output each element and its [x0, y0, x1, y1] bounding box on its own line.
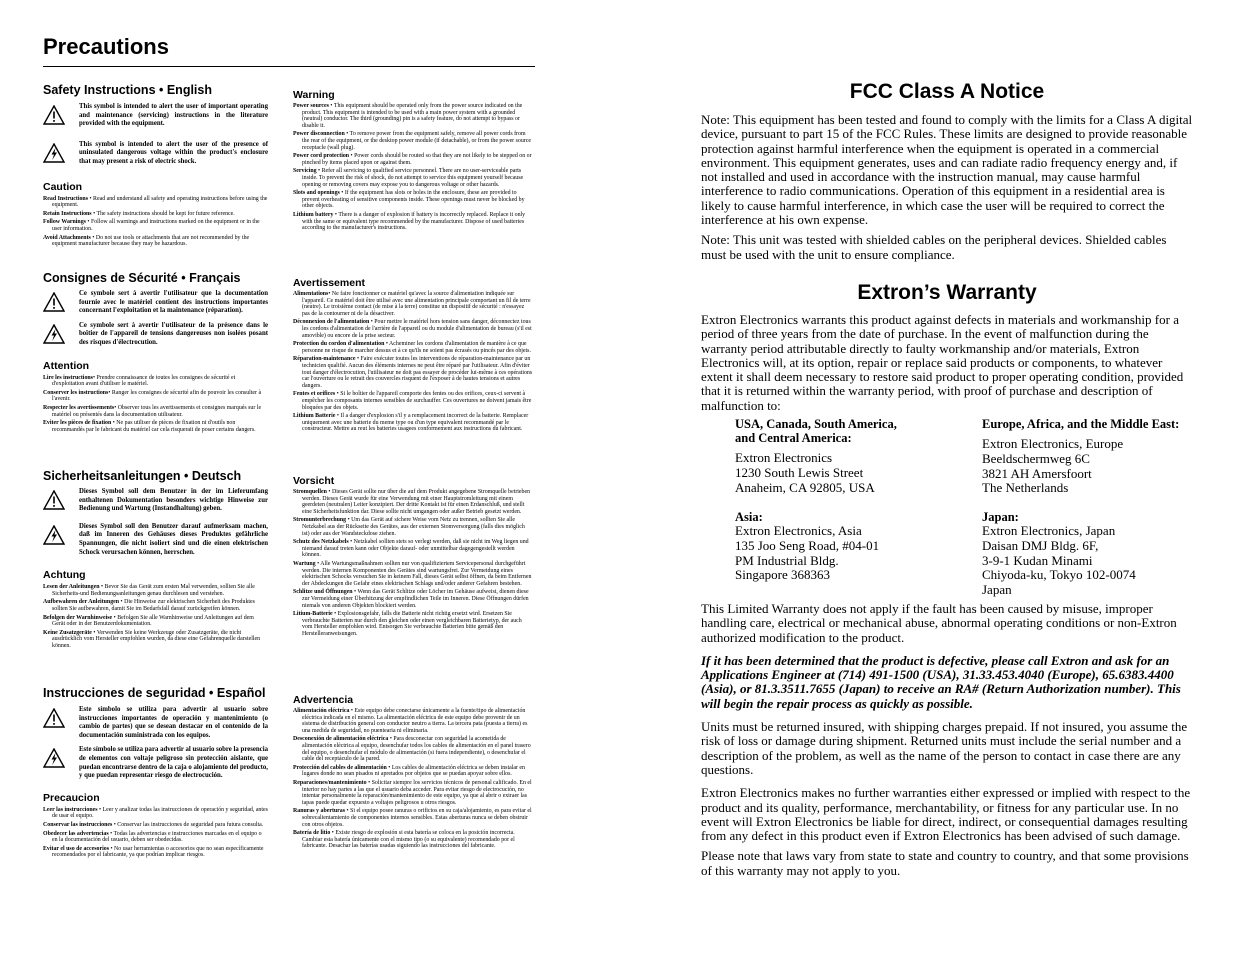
- heading-vorsicht: Vorsicht: [293, 475, 335, 487]
- caution-list: [43, 196, 268, 248]
- heading-deutsch: Sicherheitsanleitungen • Deutsch: [43, 469, 242, 483]
- fcc-title: FCC Class A Notice: [849, 80, 1045, 103]
- address-line: Extron Electronics, Japan: [982, 523, 1116, 538]
- list-item: Keine Zusatzgeräte • Verwenden Sie keine Werkzeuge oder Zusatzgeräte, die nicht ausdrücklich vom Hersteller empfohlen wurden, da diese eine Gefahrenquelle darstellen können.: [43, 629, 261, 649]
- section-warning: [293, 89, 533, 234]
- symbol-text: Ce symbole sert à avertir l'utilisateur de la présence dans le boîtier de l'appareil de tensions dangereuses non isolées posant des risques d'électrocution.: [79, 321, 268, 346]
- warranty-paragraph: Please note that laws vary from state to state and country to country, and that some provisions of this warranty may not apply to you.: [701, 848, 1189, 878]
- list-item: Lithium battery • There is a danger of explosion if battery is incorrectly replaced. Replace it only with the same or equivalent type recommended by the manufacturer. Dispose of used batteries according to the manufacturer's instructions.: [293, 211, 526, 232]
- list-item: Aufbewahren der Anleitungen • Die Hinweise zur elektrischen Sicherheit des Produktes sollten Sie aufbewahren, damit Sie im Bedarfsfall darauf zurückgreifen können.: [43, 599, 255, 612]
- address-europe: [982, 417, 1179, 496]
- address-label: Asia:: [735, 510, 763, 524]
- lightning-triangle-icon: [43, 525, 65, 545]
- section-deutsch: [43, 469, 268, 652]
- list-item: Follow Warnings • Follow all warnings and instructions marked on the equipment or in the user information.: [43, 219, 260, 232]
- list-item: Desconexión de alimentación eléctrica • Para desconectar con seguridad la acometida de alimentación eléctrica al equipo, desenchufar todos los cables de alimentación en el panel trasero del equipo, o desenchufar el módulo de alimentación (si fuera independiente), o desenchufar el cable del receptáculo de la pared.: [293, 736, 531, 763]
- list-item: Litium-Batterie • Explosionsgefahr, falls die Batterie nicht richtig ersetzt wird. Ersetzen Sie verbrauchte Batterien nur durch den gleichen oder einen vergleichbaren Batterietyp, der auch vom Hersteller empfohlen wird. Entsorgen Sie verbrauchte Batterien bitte gemäß den Herstelleranweisungen.: [293, 611, 522, 637]
- warning-list: [293, 103, 533, 232]
- warranty-intro: [701, 313, 1193, 413]
- section-espanol: [43, 686, 268, 861]
- avertissement-list: [293, 291, 533, 433]
- address-line: Extron Electronics, Europe: [982, 436, 1124, 451]
- list-item: Schutz des Netzkabels • Netzkabel sollten stets so verlegt werden, daß sie nicht im Weg liegen und niemand darauf treten kann oder Objekte darauf- oder unmittelbar dagegengestellt werden können.: [293, 539, 529, 559]
- fcc-body: [701, 113, 1193, 262]
- warning-triangle-icon: [43, 105, 65, 125]
- symbol-text: Ce symbole sert à avertir l'utilisateur que la documentation fournie avec le matériel contient des instructions importantes concernant l'exploitation et la maintenance (réparation).: [79, 290, 268, 315]
- list-item: Stromquellen • Dieses Gerät sollte nur über die auf dem Produkt angegebene Stromquelle betrieben werden. Dieses Gerät wurde für eine Verwendung mit einer Hauptstromleitung mit einem geerdeten (neutralen) Leiter konzipiert. Der dritte Kontakt ist für einen Erdanschluß, und stellt eine Sicherheitsfunktion dar. Diese sollte nicht umgangen oder außer Betrieb gesetzt werden.: [293, 489, 531, 515]
- precaucion-list: [43, 807, 268, 859]
- address-line: Extron Electronics, Asia: [735, 523, 862, 538]
- advertencia-list: [293, 708, 533, 850]
- address-usa: [735, 417, 897, 495]
- section-advertencia: [293, 694, 533, 852]
- list-item: Evitar el uso de accesorios • No usar herramientas o accesorios que no sean específicamente recomendados por el fabricante, ya que podrían implicar riesgos.: [43, 845, 264, 859]
- section-english: [43, 83, 268, 250]
- heading-caution: Caution: [43, 180, 83, 193]
- address-line: Extron Electronics: [735, 450, 833, 465]
- list-item: Retain Instructions • The safety instructions should be kept for future reference.: [43, 210, 235, 217]
- heading-espanol: Instrucciones de seguridad • Español: [43, 686, 266, 700]
- address-line: 135 Joo Seng Road, #04-01: [735, 537, 880, 553]
- heading-advertencia: Advertencia: [293, 694, 354, 706]
- list-item: Power cord protection • Power cords should be routed so that they are not likely to be stepped on or pinched by items placed upon or against them.: [293, 153, 532, 166]
- list-item: Lesen der Anleitungen • Bevor Sie das Gerät zum ersten Mal verwenden, sollten Sie alle Sicherheits-und Bedienungsanleitungen genau durchlesen und verstehen.: [43, 584, 255, 597]
- symbol-text: This symbol is intended to alert the user of important operating and maintenance (servicing) instructions in the literature provided with the equipment.: [79, 103, 268, 128]
- section-vorsicht: [293, 475, 533, 639]
- lightning-triangle-icon: [43, 324, 65, 344]
- list-item: Protection du cordon d'alimentation • Acheminer les cordons d'alimentation de manière à ce que personne ne risque de marcher dessus et à ce qu'ils ne soient pas écrasés ou pincés par des objets.: [293, 341, 531, 354]
- list-item: Conservar las instrucciones • Conservar las instrucciones de seguridad para futura consulta.: [43, 821, 264, 828]
- heading-francais: Consignes de Sécurité • Français: [43, 271, 241, 285]
- address-line: 3-9-1 Kudan Minami: [982, 552, 1093, 568]
- address-line: Daisan DMJ Bldg. 6F,: [982, 537, 1099, 553]
- address-line: Beeldschermweg 6C: [982, 450, 1090, 466]
- heading-attention: Attention: [43, 359, 90, 372]
- symbol-row: [43, 141, 268, 167]
- symbol-row: [43, 322, 268, 348]
- list-item: Wartung • Alle Wartungsmaßnahmen sollten nur von qualifiziertem Servicepersonal durchgeführt werden. Die internen Komponenten des Gerätes sind wartungsfrei. Zur Vermeidung eines elektrischen Schocks versuchen Sie in keinem Fall, dieses Gerät selbst öffnen, da beim Entfernen der Abdeckungen die Gefahr eines elektrischen Schlags und/oder anderer Gefahren bestehen.: [293, 560, 532, 587]
- list-item: Alimentación eléctrica • Este equipo debe conectarse únicamente a la fuente/tipo de alimentación eléctrica indicada en el mismo. La alimentación eléctrica de este equipo debe provenir de un sistema de distribución general con conductor neutro a tierra. La tercera pata (puesta a tierra) es una medida de seguridad, no puentearia ni eliminaria.: [293, 708, 528, 734]
- vorsicht-list: [293, 489, 533, 637]
- symbol-row: [43, 488, 268, 514]
- warning-triangle-icon: [43, 292, 65, 312]
- list-item: Lithium Batterie • Il a danger d'explosion s'il y a remplacement incorrect de la batterie. Remplacer uniquement avec une batterie du meme type ou d'un type equivalent recommandé par le constructeur. Mettre au reut les batteries usagees conformement aux instructions du fabricant.: [293, 413, 529, 433]
- attention-list: [43, 375, 268, 434]
- address-label: USA, Canada, South America,: [735, 417, 897, 431]
- address-line: Singapore 368363: [735, 567, 830, 583]
- symbol-text: Este símbolo se utiliza para advertir al usuario sobre instrucciones importantes de operación y mantenimiento (o cambio de partes) que se desean destacar en el contenido de la documentación suministrada con los equipos.: [79, 706, 268, 739]
- list-item: Read Instructions • Read and understand all safety and operating instructions before using the equipment.: [43, 195, 268, 209]
- warranty-terms: [701, 602, 1193, 878]
- address-line: The Netherlands: [982, 480, 1069, 496]
- address-line: Anaheim, CA 92805, USA: [735, 479, 875, 495]
- list-item: Slots and openings • If the equipment has slots or holes in the enclosure, these are provided to prevent overheating of sensitive components inside. These openings must never be blocked by other objects.: [293, 190, 525, 210]
- warranty-paragraph: Extron Electronics makes no further warranties either expressed or implied with respect to the product and its quality, performance, merchantability, or fitness for any particular use. In no event will Extron Electronics be liable for direct, indirect, or consequential damages resulting from any defect in this product even if Extron Electronics has been advised of such damage.: [701, 785, 1191, 844]
- symbol-row: [43, 103, 268, 129]
- heading-precaucion: Precaucion: [43, 791, 100, 804]
- list-item: Alimentations• Ne faire fonctionner ce matériel qu'avec la source d'alimentation indiquée sur l'appareil. Ce matériel doit être utilisé avec une alimentation principale comportant un fil de terre (neutre). Le troisième contact (de mise à la terre) constitue un dispositif de sécurité : n'essayez pas de la contourner ni de la désactiver.: [293, 291, 531, 317]
- fcc-paragraph: Note: This unit was tested with shielded cables on the peripheral devices. Shielded cables must be used with the unit to ensure compliance.: [701, 232, 1167, 262]
- symbol-text: This symbol is intended to alert the user of the presence of uninsulated dangerous voltage within the product's enclosure that may present a risk of electric shock.: [79, 140, 268, 165]
- section-francais: [43, 271, 268, 435]
- list-item: Batería de litio • Existe riesgo de explosión si esta batería se coloca en la posición incorrecta. Cambiar esta batería únicamente con el mismo tipo (o su equivalente) recomendado por el fabricante. Desachar las baterías usadas siguiendo las instrucciones del fabricante.: [293, 830, 515, 850]
- address-line: 1230 South Lewis Street: [735, 464, 864, 480]
- address-label: and Central America:: [735, 431, 852, 445]
- address-label: Japan:: [982, 510, 1019, 524]
- symbol-text: Dieses Symbol soll den Benutzer darauf aufmerksam machen, daß im Inneren des Gehäuses dieses Produktes gefährliche Spannungen, die nicht isoliert sind und die einen elektrischen Schock verursachen können, herrschen.: [79, 522, 268, 556]
- list-item: Befolgen der Warnhinweise • Befolgen Sie alle Warnhinweise und Anleitungen auf dem Gerät oder in der Benutzerdokumentation.: [43, 614, 254, 628]
- list-item: Réparation-maintenance • Faire exécuter toutes les interventions de réparation-maintenance par un technicien qualifié. Aucun des éléments internes ne peut être réparé par l'utilisateur. Afin d'éviter tout danger d'électrocution, l'utilisateur ne doit pas essayer de procéder lui-même à ces opérations car l'ouverture ou le retrait des couvercles risquent de l'exposer à de hautes tensions et autres dangers.: [293, 356, 533, 389]
- list-item: Conserver les instructions• Ranger les consignes de sécurité afin de pouvoir les consulter à l'avenir.: [43, 389, 262, 403]
- list-item: Lire les instructions• Prendre connaissance de toutes les consignes de sécurité et d'exploitation avant d'utiliser le matériel.: [43, 374, 236, 388]
- heading-achtung: Achtung: [43, 569, 86, 582]
- warning-triangle-icon: [43, 490, 65, 510]
- list-item: Obedecer las advertencias • Todas las advertencias e instrucciones marcadas en el equipo o en la documentación del usuario, deben ser obedecidas.: [43, 830, 262, 844]
- heading-english: Safety Instructions • English: [43, 83, 212, 97]
- address-asia: [735, 510, 879, 583]
- warranty-title: Extron’s Warranty: [857, 281, 1037, 304]
- list-item: Respecter les avertissements• Observer tous les avertissements et consignes marqués sur le matériel ou présentés dans la documentation utilisateur.: [43, 404, 262, 418]
- heading-warning: Warning: [293, 89, 335, 101]
- warranty-paragraph: Extron Electronics warrants this product against defects in materials and workmanship for a period of three years from the date of purchase. In the event of malfunction during the warranty period attributable directly to faulty workmanship and/or materials, Extron Electronics will, at its option, repair or replace said products or components, to whatever extent it shall deem necessary to restore said product to proper operating condition, provided that it is returned within the warranty period, with proof of purchase and description of malfunction to:: [701, 312, 1184, 413]
- lightning-triangle-icon: [43, 143, 65, 163]
- title-rule: [43, 66, 535, 67]
- list-item: Servicing • Refer all servicing to qualified service personnel. There are no user-serviceable parts inside. To prevent the risk of shock, do not attempt to service this equipment yourself because opening or removing covers may expose you to dangerous voltage or other hazards.: [293, 168, 524, 188]
- list-item: Reparaciones/mantenimiento • Solicitar siempre los servicios técnicos de personal calificado. En el interior no hay partes a las que el usuario deba acceder. Para evitar riesgo de electrocución, no intentar personalmente la reparación/mantenimiento de este equipo, ya que al abrir o extraer las tapas puede quedar expuesto a voltajes peligrosos u otros riesgos.: [293, 779, 532, 806]
- section-avertissement: [293, 277, 533, 435]
- list-item: Fentes et orifices • Si le boîtier de l'appareil comporte des fentes ou des orifices, ceux-ci servent à empêcher les composants internes sensibles de surchauffer. Ces ouvertures ne doivent jamais être bloquées par des objets.: [293, 391, 532, 411]
- list-item: Eviter les pièces de fixation • Ne pas utiliser de pièces de fixation ni d'outils non recommandés par le fabricant du matériel car cela risquerait de poser certains dangers.: [43, 420, 256, 433]
- symbol-row: [43, 523, 268, 557]
- heading-avertissement: Avertissement: [293, 277, 365, 289]
- warranty-paragraph: Units must be returned insured, with shipping charges prepaid. If not insured, you assume the risk of loss or damage during shipment. Returned units must include the serial number and a description of the problem, as well as the name of the person to contact in case there are any questions.: [701, 719, 1188, 777]
- fcc-paragraph: Note: This equipment has been tested and found to comply with the limits for a Class A digital device, pursuant to part 15 of the FCC Rules. These limits are designed to provide reasonable protection against harmful interference when the equipment is operated in a commercial environment. This equipment generates, uses and can radiate radio frequency energy and, if not installed and used in accordance with the instruction manual, may cause harmful interference to radio communications. Operation of this equipment in a residential area is likely to cause harmful interference, in which case the user will be required to correct the interference at his own expense.: [701, 112, 1193, 228]
- list-item: Schlitze und Öffnungen • Wenn das Gerät Schlitze oder Löcher im Gehäuse aufweist, dienen diese zur Vermeidung einer Überhitzung der empfindlichen Teile im Inneren. Diese Öffnungen dürfen niemals von anderen Objekten blockiert werden.: [293, 589, 529, 609]
- list-item: Déconnexion de l'alimentation • Pour mettre le matériel hors tension sans danger, déconnectez tous les cordons d'alimentation de l'arrière de l'appareil ou du module d'alimentation de bureau (s'il est amovible) ou encore de la prise secteur.: [293, 319, 532, 339]
- list-item: Avoid Attachments • Do not use tools or attachments that are not recommended by the equipment manufacturer because they may be hazardous.: [43, 234, 250, 248]
- symbol-text: Este símbolo se utiliza para advertir al usuario sobre la presencia de elementos con voltaje peligroso sin protección aislante, que puedan encontrarse dentro de la caja o alojamiento del producto, y que puedan representar riesgo de electrocución.: [79, 746, 268, 780]
- symbol-row: [43, 746, 268, 780]
- list-item: Protección del cables de alimentación • Los cables de alimentación eléctrica se deben instalar en lugares donde no sean pisados ni apretados por objetos que se puedan apoyar sobre ellos.: [293, 764, 525, 778]
- list-item: Power sources • This equipment should be operated only from the power source indicated on the product. This equipment is intended to be used with a main power system with a grounded (neutral) conductor. The third (grounding) pin is a safety feature, do not attempt to bypass or disable it.: [293, 103, 523, 129]
- lightning-triangle-icon: [43, 748, 65, 768]
- symbol-row: [43, 290, 268, 316]
- warranty-paragraph: This Limited Warranty does not apply if the fault has been caused by misuse, improper handling care, electrical or mechanical abuse, abnormal operating conditions or non-Extron authorized modification to the product.: [701, 601, 1177, 645]
- symbol-text: Dieses Symbol soll dem Benutzer in der im Lieferumfang enthaltenen Dokumentation besonders wichtige Hinweise zur Bedienung und Wartung (Instandhaltung) geben.: [79, 488, 268, 513]
- address-line: Japan: [982, 582, 1012, 598]
- warning-triangle-icon: [43, 708, 65, 728]
- list-item: Ranuras y aberturas • Si el equipo posee ranuras o orificios en su caja/alojamiento, es para evitar el sobrecalientamiento de componentes internos sensibles. Estas aberturas nunca se deben obstruir con otros objetos.: [293, 808, 532, 828]
- address-label: Europe, Africa, and the Middle East:: [982, 417, 1180, 431]
- list-item: Power disconnection • To remove power from the equipment safely, remove all power cords from the rear of the equipment, or the desktop power module (if detachable), or from the power source receptacle (wall plug).: [293, 131, 531, 151]
- address-japan: [982, 510, 1136, 598]
- list-item: Leer las instrucciones • Leer y analizar todas las instrucciones de operación y seguridad, antes de usar el equipo.: [43, 806, 268, 820]
- symbol-row: [43, 706, 268, 740]
- address-line: PM Industrial Bldg.: [735, 552, 839, 568]
- warranty-paragraph-emphasis: If it has been determined that the product is defective, please call Extron and ask for an Applications Engineer at (714) 491-1500 (USA), 31.33.453.4040 (Europe), 65.6383.4400 (Asia), or 81.3.3511.7655 (Japan) to receive an RA# (Return Authorization number). This will begin the repair process as quickly as possible.: [701, 652, 1181, 711]
- list-item: Stromunterbrechung • Um das Gerät auf sichere Weise vom Netz zu trennen, sollten Sie alle Netzkabel aus der Rückseite des Gerätes, aus der externen Stomversorgung (falls dies möglich ist) oder aus der Wandsteckdose ziehen.: [293, 517, 525, 537]
- page-title: Precautions: [43, 34, 169, 59]
- address-line: Chiyoda-ku, Tokyo 102-0074: [982, 567, 1136, 583]
- address-line: 3821 AH Amersfoort: [982, 465, 1092, 481]
- achtung-list: [43, 584, 268, 649]
